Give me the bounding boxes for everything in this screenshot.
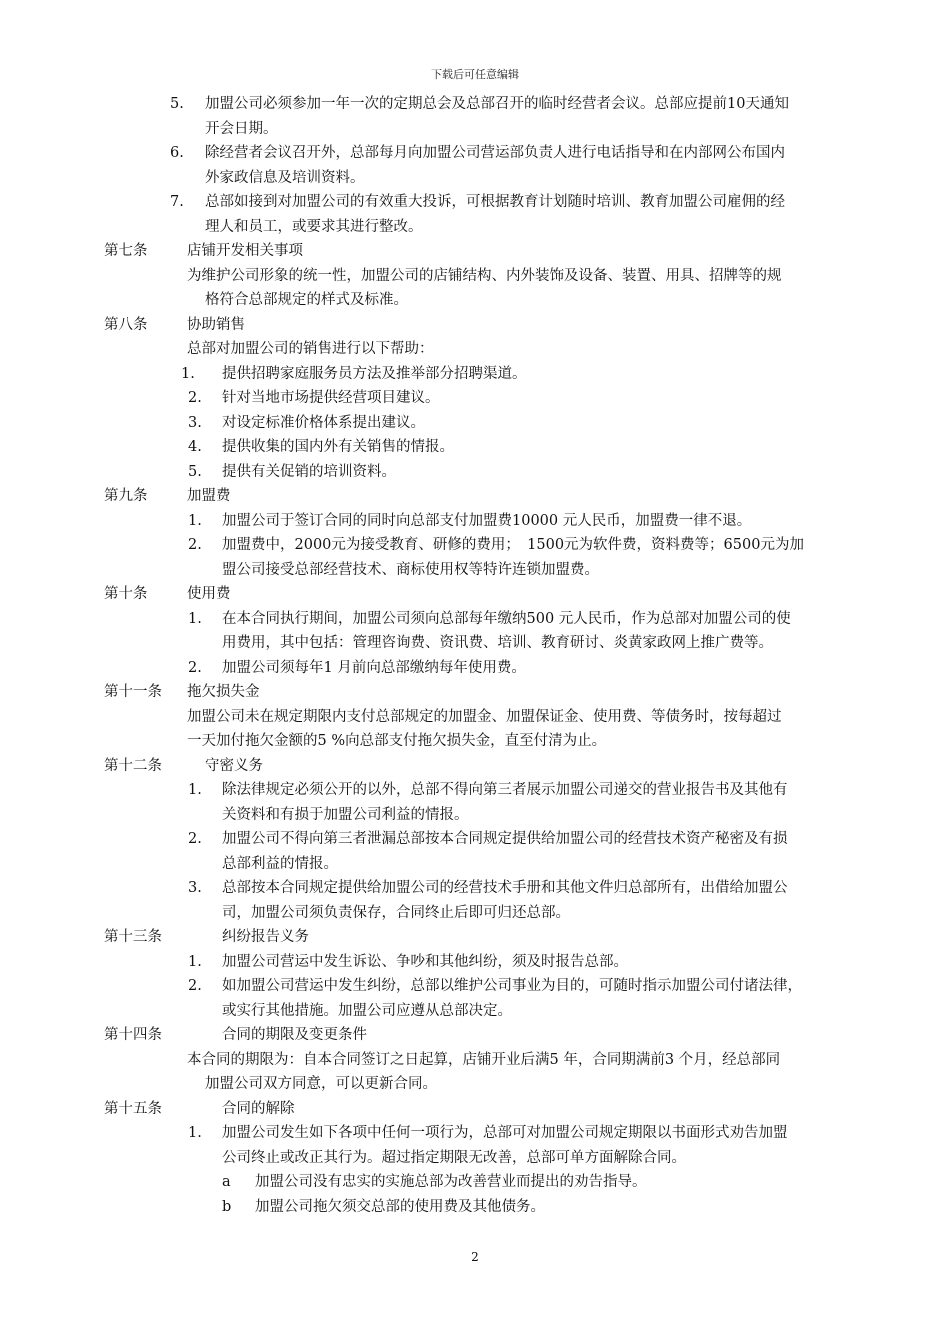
line-text: 加盟公司须每年1 月前向总部缴纳每年使用费。 — [222, 659, 526, 676]
article-heading — [0, 1098, 950, 1120]
article-heading — [0, 240, 950, 262]
list-item — [0, 1196, 950, 1218]
page-header: 下载后可任意编辑 — [431, 68, 519, 81]
list-item — [0, 387, 950, 409]
list-item — [0, 828, 950, 850]
article-title: 加盟费 — [187, 488, 231, 504]
line-text: 开会日期。 — [205, 120, 278, 137]
article-heading — [0, 583, 950, 605]
line-text: 加盟费中，2000元为接受教育、研修的费用； 1500元为软件费，资料费等；6500元为加 — [222, 537, 804, 553]
line-text: 总部如接到对加盟公司的有效重大投诉，可根据教育计划随时培训、教育加盟公司雇佣的经 — [205, 194, 785, 210]
line-text: 如加盟公司营运中发生纠纷，总部以维护公司事业为目的，可随时指示加盟公司付诸法律， — [222, 978, 802, 994]
line-text: 一天加付拖欠金额的5 %向总部支付拖欠损失金，直至付清为止。 — [187, 733, 607, 749]
list-item-number: 2. — [188, 659, 202, 676]
line-text: 关资料和有损于加盟公司利益的情报。 — [222, 806, 469, 823]
list-item — [0, 1171, 950, 1193]
text-line — [0, 289, 950, 311]
list-item-number: 6. — [170, 145, 184, 161]
article-title: 协助销售 — [187, 316, 245, 333]
list-item — [0, 657, 950, 679]
line-text: 用费用，其中包括：管理咨询费、资讯费、培训、教育研讨、炎黄家政网上推广费等。 — [222, 635, 773, 651]
line-text: 加盟公司没有忠实的实施总部为改善营业而提出的劝告指导。 — [255, 1174, 647, 1190]
list-item — [0, 877, 950, 899]
list-item — [0, 412, 950, 434]
list-item — [0, 461, 950, 483]
list-item — [0, 951, 950, 973]
line-text: 司，加盟公司须负责保存，合同终止后即可归还总部。 — [222, 904, 570, 921]
line-text: 总部对加盟公司的销售进行以下帮助： — [187, 341, 434, 357]
list-item — [0, 779, 950, 801]
list-item-number: 1. — [188, 610, 202, 627]
list-item-number: 4. — [188, 439, 202, 455]
list-item-number: 1. — [188, 1125, 202, 1141]
list-item-number: 7. — [170, 194, 184, 210]
line-text: 盟公司接受总部经营技术、商标使用权等特许连锁加盟费。 — [222, 561, 599, 578]
list-item — [0, 975, 950, 997]
list-item — [0, 142, 950, 164]
list-item-number: 5. — [170, 96, 184, 112]
article-number: 第七条 — [104, 243, 148, 259]
list-item-number: 1. — [188, 512, 202, 529]
line-text: 提供招聘家庭服务员方法及推举部分招聘渠道。 — [222, 365, 527, 382]
text-line — [0, 118, 950, 140]
line-text: 加盟公司营运中发生诉讼、争吵和其他纠纷，须及时报告总部。 — [222, 953, 628, 970]
article-number: 第八条 — [104, 316, 148, 333]
list-item-number: 1. — [188, 953, 202, 970]
line-text: 提供收集的国内外有关销售的情报。 — [222, 439, 454, 455]
line-text: 本合同的期限为：自本合同签订之日起算，店铺开业后满5 年，合同期满前3 个月，经总部同 — [187, 1051, 781, 1068]
line-text: 在本合同执行期间，加盟公司须向总部每年缴纳500 元人民币，作为总部对加盟公司的使 — [222, 610, 791, 627]
article-heading — [0, 314, 950, 336]
line-text: 加盟公司于签订合同的同时向总部支付加盟费10000 元人民币，加盟费一律不退。 — [222, 512, 752, 529]
article-title: 使用费 — [187, 586, 231, 602]
list-item-number: a — [222, 1174, 231, 1190]
text-line — [0, 338, 950, 360]
text-line — [0, 902, 950, 924]
text-line — [0, 706, 950, 728]
article-heading — [0, 926, 950, 948]
article-title: 合同的期限及变更条件 — [222, 1027, 367, 1043]
line-text: 格符合总部规定的样式及标准。 — [205, 292, 408, 308]
line-text: 加盟公司拖欠须交总部的使用费及其他债务。 — [255, 1198, 545, 1215]
article-number: 第十条 — [104, 586, 148, 602]
line-text: 除经营者会议召开外，总部每月向加盟公司营运部负责人进行电话指导和在内部网公布国内 — [205, 145, 785, 161]
line-text: 加盟公司双方同意，可以更新合同。 — [205, 1076, 437, 1092]
line-text: 加盟公司发生如下各项中任何一项行为，总部可对加盟公司规定期限以书面形式劝告加盟 — [222, 1125, 788, 1141]
list-item-number: 3. — [188, 880, 202, 896]
article-number: 第十三条 — [104, 929, 162, 945]
line-text: 对设定标准价格体系提出建议。 — [222, 414, 425, 431]
article-heading — [0, 1024, 950, 1046]
line-text: 总部利益的情报。 — [222, 855, 338, 872]
line-text: 针对当地市场提供经营项目建议。 — [222, 390, 440, 406]
article-title: 拖欠损失金 — [187, 684, 260, 700]
list-item-number: 2. — [188, 831, 202, 847]
list-item — [0, 510, 950, 532]
text-line — [0, 1073, 950, 1095]
article-heading — [0, 485, 950, 507]
line-text: 公司终止或改正其行为。超过指定期限无改善，总部可单方面解除合同。 — [222, 1149, 686, 1166]
article-title: 纠纷报告义务 — [222, 929, 309, 945]
list-item-number: b — [222, 1198, 232, 1215]
article-number: 第十一条 — [104, 684, 162, 700]
list-item-number: 2. — [188, 390, 202, 406]
article-title: 守密义务 — [205, 757, 263, 774]
text-line — [0, 1147, 950, 1169]
list-item-number: 2. — [188, 537, 202, 553]
text-line — [0, 853, 950, 875]
article-title: 店铺开发相关事项 — [187, 243, 303, 259]
article-number: 第九条 — [104, 488, 148, 504]
line-text: 加盟公司必须参加一年一次的定期总会及总部召开的临时经营者会议。总部应提前10天通知 — [205, 96, 789, 112]
line-text: 加盟公司不得向第三者泄漏总部按本合同规定提供给加盟公司的经营技术资产秘密及有损 — [222, 831, 788, 847]
text-line — [0, 216, 950, 238]
line-text: 理人和员工，或要求其进行整改。 — [205, 218, 423, 235]
list-item — [0, 191, 950, 213]
list-item-number: 5. — [188, 463, 202, 480]
article-number: 第十五条 — [104, 1100, 162, 1117]
text-line — [0, 1000, 950, 1022]
line-text: 加盟公司未在规定期限内支付总部规定的加盟金、加盟保证金、使用费、等债务时，按每超过 — [187, 708, 782, 725]
list-item — [0, 1122, 950, 1144]
list-item — [0, 608, 950, 630]
list-item — [0, 363, 950, 385]
text-line — [0, 559, 950, 581]
article-heading — [0, 681, 950, 703]
list-item-number: 2. — [188, 978, 202, 994]
line-text: 除法律规定必须公开的以外，总部不得向第三者展示加盟公司递交的营业报告书及其他有 — [222, 782, 788, 798]
page-number: 2 — [471, 1250, 479, 1264]
text-line — [0, 730, 950, 752]
line-text: 提供有关促销的培训资料。 — [222, 463, 396, 480]
list-item-number: 1. — [181, 365, 195, 382]
line-text: 总部按本合同规定提供给加盟公司的经营技术手册和其他文件归总部所有，出借给加盟公 — [222, 880, 788, 896]
text-line — [0, 632, 950, 654]
list-item — [0, 436, 950, 458]
text-line — [0, 804, 950, 826]
text-line — [0, 167, 950, 189]
article-heading — [0, 755, 950, 777]
list-item-number: 1. — [188, 782, 202, 798]
article-title: 合同的解除 — [222, 1100, 295, 1117]
article-number: 第十四条 — [104, 1027, 162, 1043]
line-text: 为维护公司形象的统一性，加盟公司的店铺结构、内外装饰及设备、装置、用具、招牌等的规 — [187, 267, 782, 284]
line-text: 或实行其他措施。加盟公司应遵从总部决定。 — [222, 1002, 512, 1019]
list-item — [0, 534, 950, 556]
line-text: 外家政信息及培训资料。 — [205, 169, 365, 186]
list-item — [0, 93, 950, 115]
list-item-number: 3. — [188, 414, 202, 431]
text-line — [0, 265, 950, 287]
text-line — [0, 1049, 950, 1071]
article-number: 第十二条 — [104, 757, 162, 774]
